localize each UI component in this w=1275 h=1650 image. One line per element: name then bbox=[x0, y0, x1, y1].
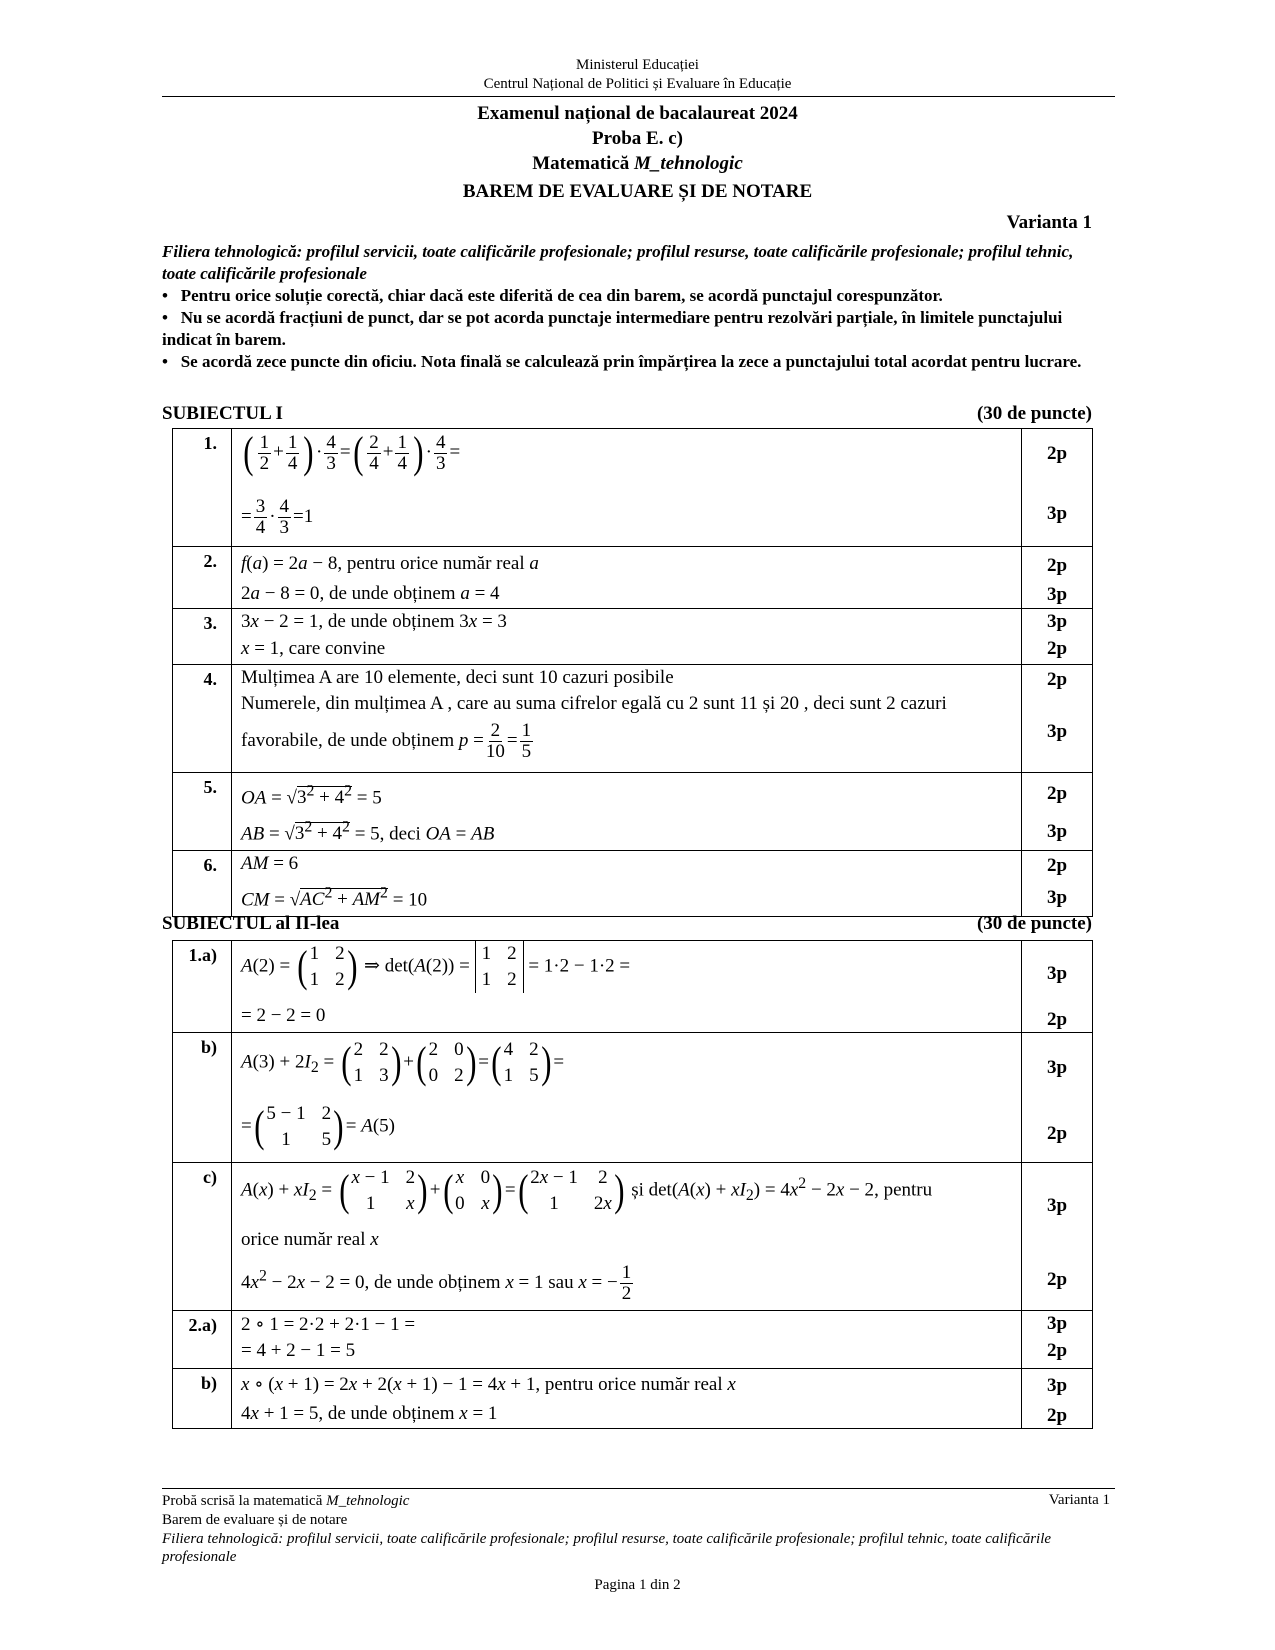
item-solution: f(a) = 2a − 8, pentru orice număr real a 2a − 8 = 0, de unde obținem a = 4 bbox=[232, 547, 1022, 609]
header-divider bbox=[162, 96, 1115, 97]
item-solution: $A(3) + 2I_2$ = ( 2 2 1 3 ) +( 2 0 0 2 ) =( 4 2 1 5 ) = =( 5 − 1 2 1 5 ) = A(5) bbox=[232, 1033, 1022, 1163]
item-solution: Mulțimea A are 10 elemente, deci sunt 10 cazuri posibile Numerele, din mulțimea A , care au suma cifrelor egală cu 2 sunt 11 și 20 , deci sunt 2 cazuri favorabile, de unde obținem p = $\frac{2}{10}$ = $\frac{1}{5}$ bbox=[232, 665, 1022, 773]
section2-title: SUBIECTUL al II-lea bbox=[162, 913, 340, 934]
table-row bbox=[173, 429, 1093, 547]
footer-line2: Barem de evaluare și de notare bbox=[162, 1512, 348, 1528]
item-number: 2.a) bbox=[173, 1311, 232, 1369]
item-points: 3p 2p bbox=[1022, 1369, 1093, 1429]
section1-title: SUBIECTUL I bbox=[162, 403, 283, 424]
table-row bbox=[173, 1369, 1093, 1429]
item-points: 3p 2p bbox=[1022, 1311, 1093, 1369]
exam-title: Examenul național de bacalaureat 2024 bbox=[477, 103, 798, 124]
item-number: 1.a) bbox=[173, 941, 232, 1033]
rule-1: • Pentru orice soluție corectă, chiar dacă este diferită de cea din barem, se acordă punctajul corespunzător. bbox=[162, 286, 943, 305]
footer-divider bbox=[162, 1488, 1115, 1489]
table-row bbox=[173, 665, 1093, 773]
table-row bbox=[173, 851, 1093, 917]
item-points: 3p 2p bbox=[1022, 1163, 1093, 1311]
table-row bbox=[173, 609, 1093, 665]
subject-title: Matematică M_tehnologic bbox=[532, 153, 743, 174]
table-row bbox=[173, 1311, 1093, 1369]
center-name: Centrul Național de Politici și Evaluare în Educație bbox=[483, 76, 792, 92]
item-points: 3p 2p bbox=[1022, 1033, 1093, 1163]
item-number: c) bbox=[173, 1163, 232, 1311]
item-solution: AM = 6 CM = $√AC^2 + AM^2 = 10$ bbox=[232, 851, 1022, 917]
table-row bbox=[173, 941, 1093, 1033]
footer-filiera: Filiera tehnologică: profilul servicii, toate calificările profesionale; profilul resurse, toate calificările profesionale; profilul tehnic, toate calificările profesionale bbox=[162, 1531, 1052, 1565]
item-solution: 2 ∘ 1 = 2·2 + 2·1 − 1 = = 4 + 2 − 1 = 5 bbox=[232, 1311, 1022, 1369]
section1-table bbox=[172, 428, 1093, 917]
item-points: 2p 3p bbox=[1022, 773, 1093, 851]
item-solution: ( $\frac{1}{2}$ + $\frac{1}{4}$ ) · $\frac{4}{3}$ =( $\frac{2}{4}$ + $\frac{1}{4}$ ) · $\frac{4}{3}$ = = $\frac{3}{4}$ · $\frac{4}{3}$ =1 bbox=[232, 429, 1022, 547]
variant-label: Varianta 1 bbox=[1006, 212, 1092, 233]
table-row bbox=[173, 1163, 1093, 1311]
barem-title: BAREM DE EVALUARE ȘI DE NOTARE bbox=[462, 181, 813, 202]
section2-points: (30 de puncte) bbox=[976, 913, 1092, 934]
item-number: b) bbox=[173, 1369, 232, 1429]
item-solution: x ∘ (x + 1) = 2x + 2(x + 1) − 1 = 4x + 1, pentru orice număr real x 4x + 1 = 5, de unde obținem x = 1 bbox=[232, 1369, 1022, 1429]
filiera-text: Filiera tehnologică: profilul servicii, toate calificările profesionale; profilul resurse, toate calificările profesionale; profilul tehnic, toate calificările profesionale bbox=[162, 242, 1074, 283]
item-points: 3p 2p bbox=[1022, 941, 1093, 1033]
section2-table bbox=[172, 940, 1093, 1429]
item-number: 5. bbox=[173, 773, 232, 851]
table-row bbox=[173, 773, 1093, 851]
item-solution: 3x − 2 = 1, de unde obținem 3x = 3 x = 1, care convine bbox=[232, 609, 1022, 665]
item-points: 2p 3p bbox=[1022, 851, 1093, 917]
item-number: 2. bbox=[173, 547, 232, 609]
item-points: 2p 3p bbox=[1022, 665, 1093, 773]
table-row bbox=[173, 547, 1093, 609]
rule-2: • Nu se acordă fracțiuni de punct, dar se pot acorda punctaje intermediare pentru rezolvări parțiale, în limitele punctajului indicat în barem. bbox=[162, 308, 1063, 349]
item-number: 6. bbox=[173, 851, 232, 917]
section1-points: (30 de puncte) bbox=[976, 403, 1092, 424]
ministry-name: Ministerul Educației bbox=[576, 57, 699, 73]
item-points: 3p 2p bbox=[1022, 609, 1093, 665]
item-solution: OA = $√3^2 + 4^2 = 5$ AB = $√3^2 + 4^2 = 5$, deci OA = AB bbox=[232, 773, 1022, 851]
item-solution: $A(x) + xI_2$ = ( x − 1 2 1 x ) +( x 0 0 x ) =( 2x − 1 2 1 2x ) și $\det(A(x) + xI_2) = 4x^2 - 2x - 2$, pentru orice număr real x $4x^2 - 2x - 2 = 0$, de unde obținem x = 1 sau x = − $\frac{1}{2}$ bbox=[232, 1163, 1022, 1311]
table-row bbox=[173, 1033, 1093, 1163]
item-number: 1. bbox=[173, 429, 232, 547]
footer-line1: Probă scrisă la matematică M_tehnologic bbox=[162, 1493, 410, 1509]
item-number: b) bbox=[173, 1033, 232, 1163]
item-points: 2p 3p bbox=[1022, 547, 1093, 609]
item-points: 2p 3p bbox=[1022, 429, 1093, 547]
proba-title: Proba E. c) bbox=[592, 128, 683, 149]
item-solution: A(2) = ( 1 2 1 2 ) ⇒ det(A(2)) = 1 2 1 2 = 1·2 − 1·2 = = 2 − 2 = 0 bbox=[232, 941, 1022, 1033]
page-number: Pagina 1 din 2 bbox=[594, 1577, 681, 1593]
item-number: 3. bbox=[173, 609, 232, 665]
rule-3: • Se acordă zece puncte din oficiu. Nota finală se calculează prin împărțirea la zece a punctajului total acordat pentru lucrare. bbox=[162, 352, 1082, 371]
footer-variant: Varianta 1 bbox=[1048, 1492, 1110, 1508]
item-number: 4. bbox=[173, 665, 232, 773]
